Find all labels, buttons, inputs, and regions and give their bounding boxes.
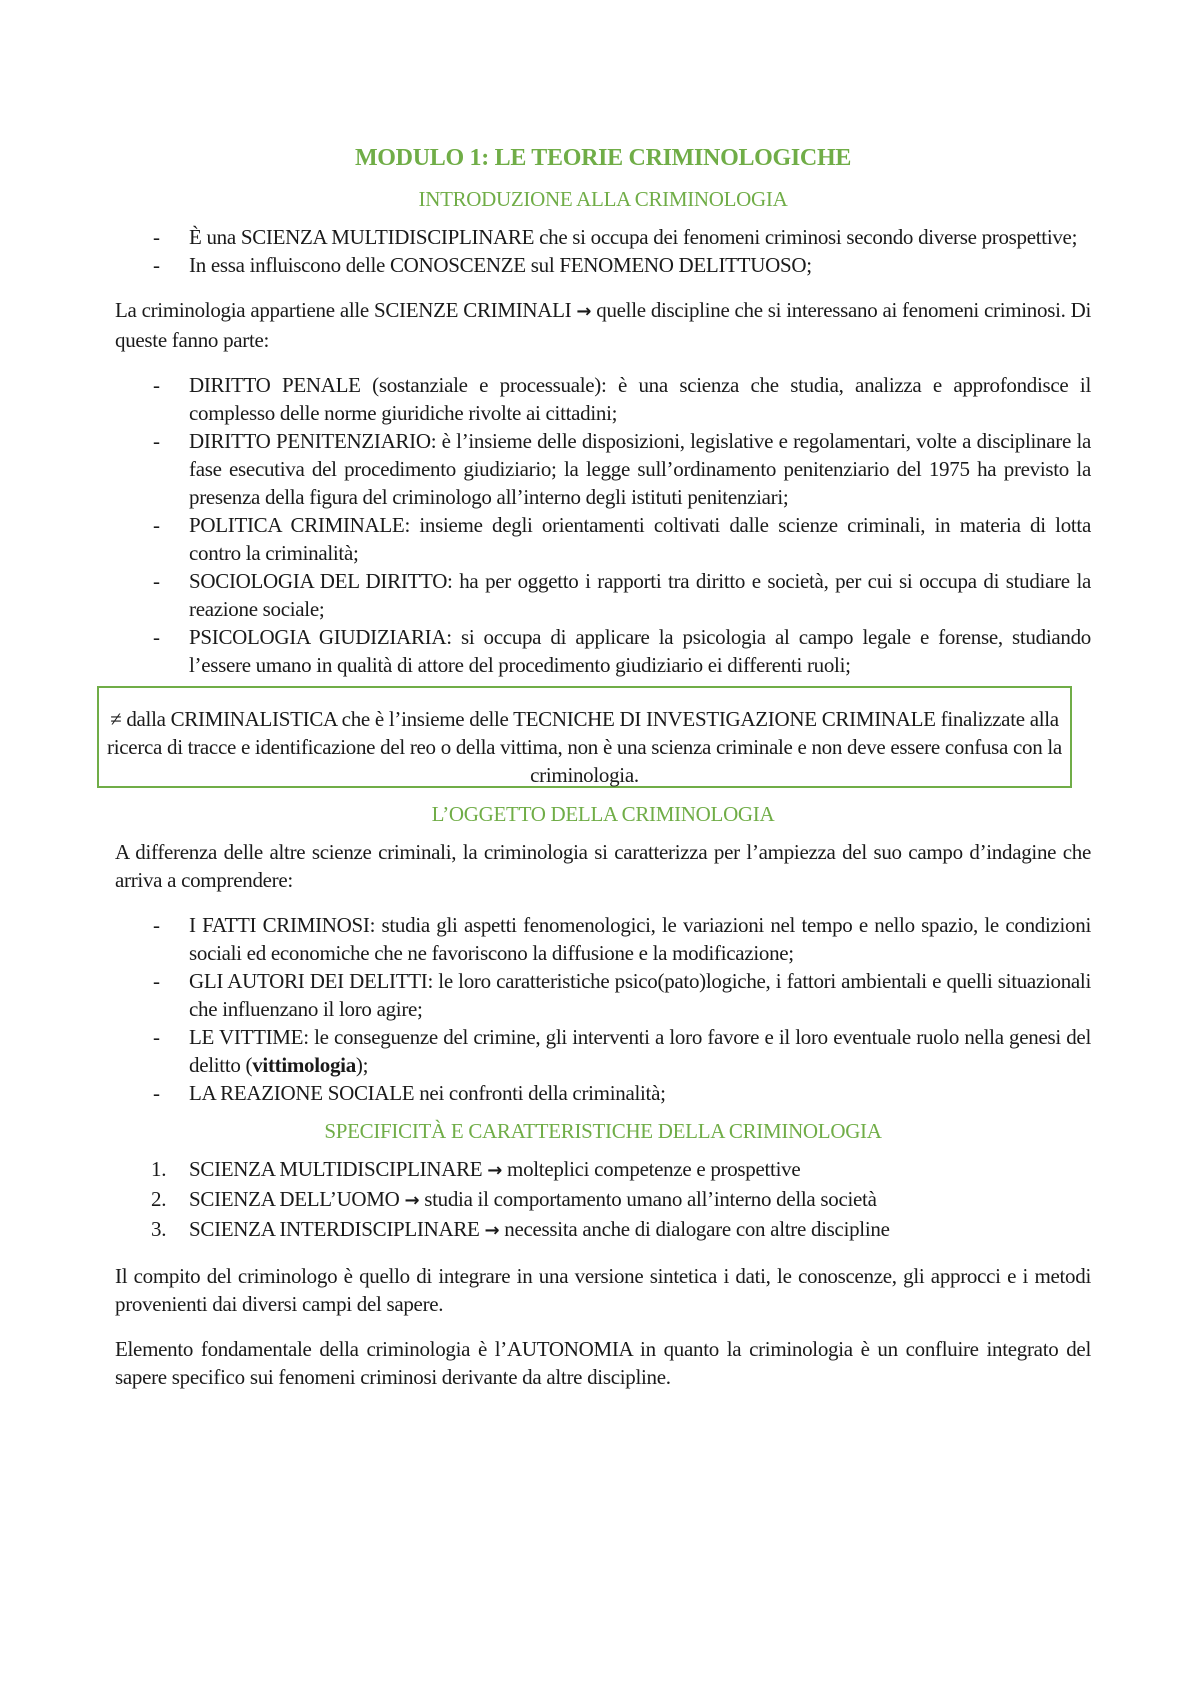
item-text: LE VITTIME: le conseguenze del crimine, gli interventi a loro favore e il loro eventuale ruolo nella genesi del delitto (	[189, 1025, 1091, 1077]
oggetto-list	[115, 911, 1091, 1107]
list-item: - POLITICA CRIMINALE: insieme degli orientamenti coltivati dalle scienze criminali, in materia di lotta contro la criminalità;	[115, 511, 1091, 567]
paragraph-text: quelle discipline che si interessano ai fenomeni criminosi. Di queste fanno parte:	[115, 298, 1092, 352]
criminologo-paragraph: Il compito del criminologo è quello di integrare in una versione sintetica i dati, le conoscenze, gli approcci e i metodi provenienti dai diversi campi del sapere.	[115, 1264, 1091, 1316]
section-heading-oggetto: L’OGGETTO DELLA CRIMINOLOGIA	[431, 802, 775, 826]
section-heading-specificita: SPECIFICITÀ E CARATTERISTICHE DELLA CRIMINOLOGIA	[324, 1119, 882, 1143]
disciplines-list	[115, 371, 1091, 679]
list-item: - GLI AUTORI DEI DELITTI: le loro caratteristiche psico(pato)logiche, i fattori ambientali e quelli situazionali che influenzano il loro agire;	[115, 967, 1091, 1023]
intro-bullet-list	[115, 223, 1091, 279]
oggetto-paragraph: A differenza delle altre scienze criminali, la criminologia si caratterizza per l’ampiezza del suo campo d’indagine che arriva a comprendere:	[115, 840, 1091, 892]
list-item	[115, 1155, 1091, 1185]
list-item: - DIRITTO PENALE (sostanziale e processuale): è una scienza che studia, analizza e approfondisce il complesso delle norme giuridiche rivolte ai cittadini;	[115, 371, 1091, 427]
list-item: - PSICOLOGIA GIUDIZIARIA: si occupa di applicare la psicologia al campo legale e forense, studiando l’essere umano in qualità di attore del procedimento giudiziario ei differenti ruoli;	[115, 623, 1091, 679]
list-item: - È una SCIENZA MULTIDISCIPLINARE che si occupa dei fenomeni criminosi secondo diverse prospettive;	[115, 223, 1091, 251]
item-text: );	[355, 1053, 369, 1077]
item-description: necessita anche di dialogare con altre discipline	[504, 1217, 890, 1241]
list-item: - I FATTI CRIMINOSI: studia gli aspetti fenomenologici, le variazioni nel tempo e nello spazio, le condizioni sociali ed economiche che ne favoriscono la diffusione e la modificazione;	[115, 911, 1091, 967]
list-item: - LA REAZIONE SOCIALE nei confronti della criminalità;	[115, 1079, 1091, 1107]
document-title: MODULO 1: LE TEORIE CRIMINOLOGICHE	[354, 145, 852, 171]
list-item	[115, 1185, 1091, 1215]
section-heading-introduzione: INTRODUZIONE ALLA CRIMINOLOGIA	[418, 187, 788, 211]
item-number: 3.	[151, 1217, 167, 1241]
right-arrow-icon: →	[487, 1160, 503, 1181]
list-item: - In essa influiscono delle CONOSCENZE sul FENOMENO DELITTUOSO;	[115, 251, 1091, 279]
list-item: - DIRITTO PENITENZIARIO: è l’insieme delle disposizioni, legislative e regolamentari, volte a disciplinare la fase esecutiva del procedimento giudiziario; la legge sull’ordinamento penitenziario del 1975 ha previsto la presenza della figura del criminologo all’interno degli istituti penitenziari;	[115, 427, 1091, 511]
right-arrow-icon: →	[404, 1190, 420, 1211]
list-item	[115, 1023, 1091, 1079]
callout-text: ≠ dalla CRIMINALISTICA che è l’insieme delle TECNICHE DI INVESTIGAZIONE CRIMINALE finalizzate alla ricerca di tracce e identificazione del reo o della vittima, non è una scienza criminale e non deve essere confusa con la criminologia.	[107, 707, 1062, 787]
item-number: 2.	[151, 1187, 167, 1211]
item-description: molteplici competenze e prospettive	[507, 1157, 801, 1181]
item-label: SCIENZA DELL’UOMO	[189, 1187, 400, 1211]
list-item	[115, 1215, 1091, 1245]
autonomia-paragraph: Elemento fondamentale della criminologia è l’AUTONOMIA in quanto la criminologia è un confluire integrato del sapere specifico sui fenomeni criminosi derivante da altre discipline.	[115, 1337, 1091, 1389]
item-number: 1.	[151, 1157, 167, 1181]
right-arrow-icon: →	[576, 301, 592, 322]
list-item: - SOCIOLOGIA DEL DIRITTO: ha per oggetto i rapporti tra diritto e società, per cui si occupa di studiare la reazione sociale;	[115, 567, 1091, 623]
item-label: SCIENZA MULTIDISCIPLINARE	[189, 1157, 483, 1181]
document-body	[107, 143, 1092, 1391]
criminalistica-callout-box	[97, 686, 1072, 788]
scienze-criminali-paragraph	[115, 296, 1091, 354]
specificita-numbered-list	[115, 1155, 1091, 1245]
vittimologia-term: vittimologia	[252, 1053, 356, 1077]
item-label: SCIENZA INTERDISCIPLINARE	[189, 1217, 480, 1241]
item-description: studia il comportamento umano all’interno della società	[424, 1187, 877, 1211]
paragraph-text: La criminologia appartiene alle SCIENZE CRIMINALI	[115, 298, 572, 322]
right-arrow-icon: →	[484, 1220, 500, 1241]
